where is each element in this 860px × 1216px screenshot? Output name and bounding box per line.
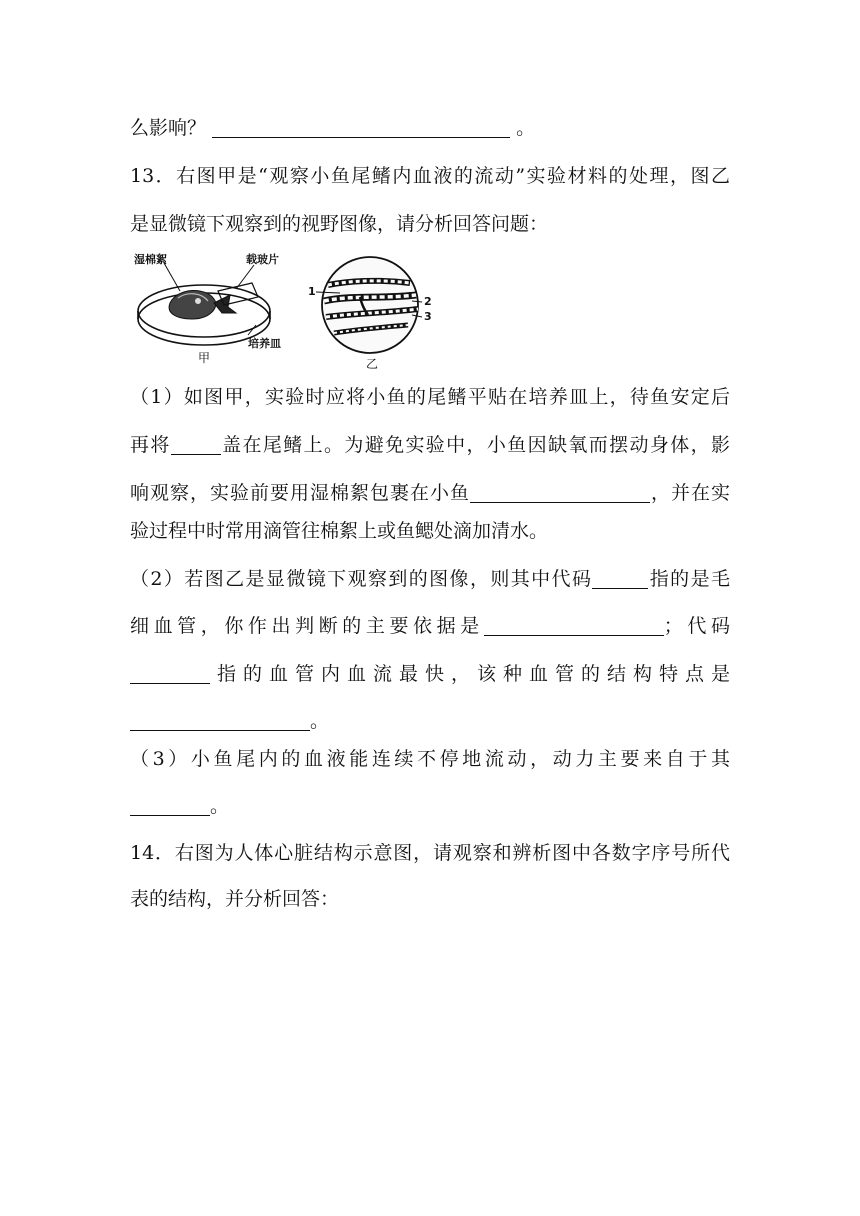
q13-2-line2 <box>130 613 730 639</box>
answer-blank[interactable] <box>484 615 664 636</box>
microscope-field-drawing <box>316 257 422 353</box>
q13-2-line4-b: 。 <box>310 710 330 732</box>
q13-2-line1-a: （2）若图乙是显微镜下观察到的图像，则其中代码 <box>130 568 593 590</box>
q13-1-line3-b: ，并在实 <box>649 482 730 504</box>
petri-dish-drawing <box>138 263 270 345</box>
q13-1-line4: 验过程中时常用滴管往棉絮上或鱼鳃处滴加清水。 <box>130 520 549 542</box>
figure-yi-caption: 乙 <box>366 357 379 371</box>
q13-stem-line1: 13．右图甲是“观察小鱼尾鳍内血液的流动”实验材料的处理，图乙 <box>130 165 730 187</box>
cotton-label: 湿棉絮 <box>134 253 167 266</box>
q13-1-line3-a: 响观察，实验前要用湿棉絮包裹在小鱼 <box>130 482 470 504</box>
answer-blank[interactable] <box>212 117 510 138</box>
answer-blank[interactable] <box>470 482 650 503</box>
answer-blank[interactable] <box>130 795 210 816</box>
answer-blank[interactable] <box>130 710 310 731</box>
q13-1-line2-a: 再将 <box>130 434 171 456</box>
q14-line1: 14．右图为人体心脏结构示意图，请观察和辨析图中各数字序号所代 <box>130 842 730 864</box>
answer-blank[interactable] <box>592 568 648 589</box>
q13-3-line2 <box>130 793 730 819</box>
q13-stem-line2: 是显微镜下观察到的视野图像，请分析回答问题： <box>130 213 549 235</box>
q13-2-line1 <box>130 566 730 592</box>
q13-3-line2-b: 。 <box>210 795 230 817</box>
q13-2-line2-a: 细血管，你作出判断的主要依据是 <box>130 615 484 637</box>
q13-1-line1: （1）如图甲，实验时应将小鱼的尾鳍平贴在培养皿上，待鱼安定后 <box>130 386 730 408</box>
q13-1-line3 <box>130 480 730 506</box>
slide-label: 载玻片 <box>246 253 279 266</box>
q13-2-line3-b: 指的血管内血流最快，该种血管的结构特点是 <box>210 663 730 685</box>
q13-figure <box>128 243 438 375</box>
q14-line2: 表的结构，并分析回答： <box>130 888 340 910</box>
answer-blank[interactable] <box>171 434 221 455</box>
q13-3-line1: （3）小鱼尾内的血液能连续不停地流动，动力主要来自于其 <box>130 748 730 770</box>
intro-tail-line <box>130 115 730 141</box>
answer-blank[interactable] <box>130 663 210 684</box>
experiment-illustration <box>128 243 438 375</box>
intro-tail-prefix: 么影响？ <box>130 117 207 139</box>
q13-2-line1-b: 指的是毛 <box>648 568 730 590</box>
q13-2-line2-b: ；代码 <box>663 615 730 637</box>
figure-jia-caption: 甲 <box>198 351 211 365</box>
q13-1-line2 <box>130 432 730 458</box>
dish-label: 培养皿 <box>248 337 281 350</box>
q13-2-line3 <box>130 661 730 687</box>
intro-tail-suffix: 。 <box>516 117 536 139</box>
vessel-number-1: 1 <box>308 285 316 298</box>
q13-2-line4 <box>130 708 730 734</box>
vessel-number-3: 3 <box>424 310 432 323</box>
vessel-number-2: 2 <box>424 295 432 308</box>
q13-1-line2-b: 盖在尾鳍上。为避免实验中，小鱼因缺氧而摆动身体，影 <box>220 434 730 456</box>
